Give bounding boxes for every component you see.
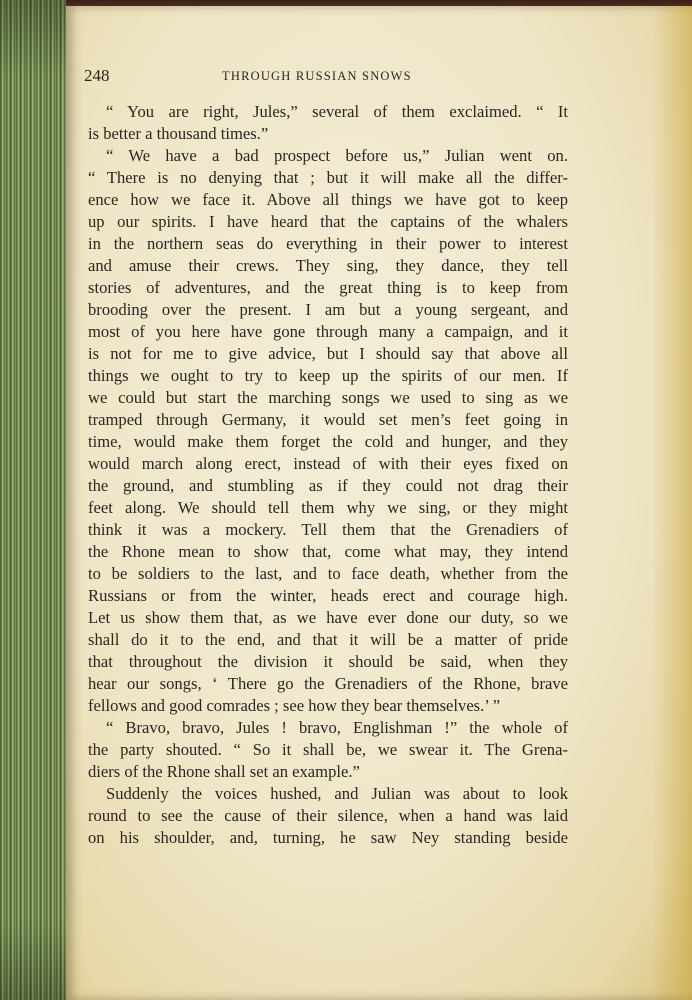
- text-line: fellows and good comrades ; see how they bear themselves.’ ”: [88, 696, 501, 715]
- text-line: that throughout the division it should be said, when they: [88, 652, 568, 671]
- text-line: “ You are right, Jules,” several of them exclaimed. “ It: [106, 102, 568, 121]
- page-header: [84, 64, 564, 90]
- text-line: hear our songs, ‘ There go the Grenadiers of the Rhone, brave: [88, 674, 568, 693]
- text-line: most of you here have gone through many a campaign, and it: [88, 322, 568, 341]
- text-line: on his shoulder, and, turning, he saw Ney standing beside: [88, 828, 568, 847]
- page-number: 248: [84, 66, 110, 85]
- text-line: up our spirits. I have heard that the captains of the whalers: [88, 212, 568, 231]
- text-line: shall do it to the end, and that it will be a matter of pride: [88, 630, 568, 649]
- text-line: round to see the cause of their silence, when a hand was laid: [88, 806, 568, 825]
- text-line: “ Bravo, bravo, Jules ! bravo, Englishman !” the whole of: [106, 718, 568, 737]
- text-line: “ There is no denying that ; but it will make all the differ-: [88, 168, 568, 187]
- body-text: [88, 101, 568, 849]
- text-line: Russians or from the winter, heads erect and courage high.: [88, 586, 568, 605]
- text-line: things we ought to try to keep up the spirits of our men. If: [88, 366, 568, 385]
- text-line: time, would make them forget the cold and hunger, and they: [88, 432, 568, 451]
- running-title: THROUGH RUSSIAN SNOWS: [222, 69, 412, 83]
- text-line: feet along. We should tell them why we sing, or they might: [88, 498, 568, 517]
- text-line: we could but start the marching songs we used to sing as we: [88, 388, 568, 407]
- page-stack-edges: [0, 0, 66, 1000]
- text-line: is better a thousand times.”: [88, 124, 269, 143]
- text-line: think it was a mockery. Tell them that the Grenadiers of: [88, 520, 568, 539]
- text-line: the party shouted. “ So it shall be, we swear it. The Grena-: [88, 740, 568, 759]
- text-line: in the northern seas do everything in their power to interest: [88, 234, 568, 253]
- text-line: Let us show them that, as we have ever done our duty, so we: [88, 608, 568, 627]
- text-line: ence how we face it. Above all things we have got to keep: [88, 190, 568, 209]
- text-line: and amuse their crews. They sing, they dance, they tell: [88, 256, 568, 275]
- text-line: stories of adventures, and the great thing is to keep from: [88, 278, 568, 297]
- text-line: tramped through Germany, it would set men’s feet going in: [88, 410, 568, 429]
- text-line: the ground, and stumbling as if they could not drag their: [88, 476, 568, 495]
- text-line: “ We have a bad prospect before us,” Julian went on.: [106, 146, 568, 165]
- text-line: brooding over the present. I am but a young sergeant, and: [88, 300, 568, 319]
- text-line: would march along erect, instead of with their eyes fixed on: [88, 454, 568, 473]
- text-line: the Rhone mean to show that, come what may, they intend: [88, 542, 568, 561]
- text-line: to be soldiers to the last, and to face death, whether from the: [88, 564, 568, 583]
- text-line: Suddenly the voices hushed, and Julian was about to look: [106, 784, 568, 803]
- text-line: is not for me to give advice, but I should say that above all: [88, 344, 568, 363]
- text-line: diers of the Rhone shall set an example.”: [88, 762, 360, 781]
